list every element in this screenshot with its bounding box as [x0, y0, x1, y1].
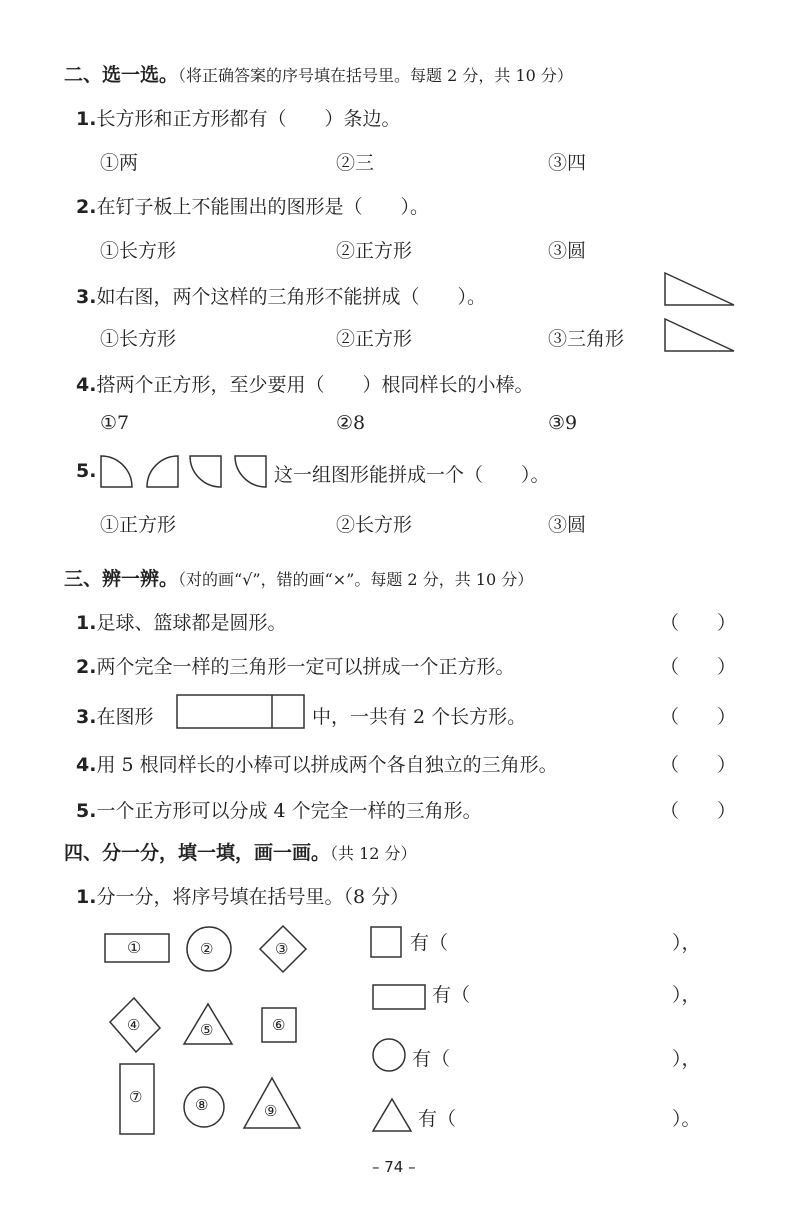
question-number: 1.: [76, 886, 97, 908]
question-1: [76, 104, 400, 131]
item-number: 5.: [76, 800, 97, 822]
option: ②三: [336, 152, 375, 174]
question-3: [76, 282, 486, 309]
item-text: 两个完全一样的三角形一定可以拼成一个正方形。: [96, 656, 515, 678]
option: ②长方形: [336, 514, 413, 536]
section3-note: （对的画“√”，错的画“×”。每题 2 分，共 10 分）: [178, 570, 534, 589]
answer-label: 有（: [432, 984, 471, 1006]
shape-label: ③: [275, 940, 289, 958]
option: ①长方形: [100, 328, 177, 350]
shape-label: ①: [127, 938, 142, 957]
option: ③四: [548, 152, 587, 174]
answer-paren[interactable]: （ ）: [660, 754, 737, 776]
square-icon: [370, 926, 404, 960]
answer-end: ）。: [672, 1108, 701, 1130]
answer-end: ），: [672, 1048, 701, 1070]
judge-item-5: [76, 796, 482, 823]
option: ③圆: [548, 240, 587, 262]
section2-title: 二、选一选。: [64, 64, 179, 86]
question-5-number: [76, 460, 96, 482]
shape-label: ②: [200, 940, 214, 958]
answer-label: 有（: [418, 1108, 457, 1130]
option: ①两: [100, 152, 139, 174]
option: ①长方形: [100, 240, 177, 262]
shape-label: ⑥: [272, 1016, 286, 1034]
judge-item-4: [76, 750, 558, 777]
answer-paren[interactable]: （ ）: [660, 800, 737, 822]
item-text: 在图形: [96, 706, 154, 728]
answer-end: ），: [672, 932, 701, 954]
question-text: 在钉子板上不能围出的图形是（ ）。: [96, 196, 429, 218]
answer-paren[interactable]: （ ）: [660, 656, 737, 678]
question-number: 3.: [76, 286, 97, 308]
option: ②正方形: [336, 328, 413, 350]
shape-label: ⑨: [264, 1102, 278, 1120]
answer-end: ），: [672, 984, 701, 1006]
option: ③9: [548, 412, 578, 434]
item-number: 2.: [76, 656, 97, 678]
option: ①正方形: [100, 514, 177, 536]
section4-title: 四、分一分，填一填，画一画。: [64, 842, 331, 864]
question-4: [76, 370, 533, 397]
option: ③圆: [548, 514, 587, 536]
judge-item-2: [76, 652, 514, 679]
section4-note: （共 12 分）: [330, 844, 417, 863]
right-triangle-figure: [664, 318, 736, 354]
question-text: 分一分，将序号填在括号里。（8 分）: [96, 886, 410, 908]
question-number: 5.: [76, 460, 97, 482]
circle-icon: [372, 1038, 408, 1074]
question-text: 搭两个正方形，至少要用（ ）根同样长的小棒。: [96, 374, 534, 396]
section3-header: [64, 564, 533, 591]
option: ②正方形: [336, 240, 413, 262]
question-number: 4.: [76, 374, 97, 396]
section2-note: （将正确答案的序号填在括号里。每题 2 分，共 10 分）: [178, 66, 573, 85]
question-number: 1.: [76, 108, 97, 130]
shape-label: ④: [127, 1016, 141, 1034]
rectangle-icon: [372, 984, 428, 1012]
item-text: 一个正方形可以分成 4 个完全一样的三角形。: [96, 800, 482, 822]
answer-label: 有（: [412, 1048, 451, 1070]
item-text: 足球、篮球都是圆形。: [96, 612, 287, 634]
item-text: 用 5 根同样长的小棒可以拼成两个各自独立的三角形。: [96, 754, 558, 776]
item-number: 1.: [76, 612, 97, 634]
shape-label: ⑧: [195, 1096, 209, 1114]
section4-header: [64, 838, 417, 865]
option: ②8: [336, 412, 366, 434]
page-number: – 74 –: [372, 1158, 416, 1176]
option: ①7: [100, 412, 130, 434]
answer-paren[interactable]: （ ）: [660, 612, 737, 634]
item-number: 4.: [76, 754, 97, 776]
triangle-icon: [372, 1098, 414, 1134]
section2-header: [64, 60, 573, 87]
quarter-circle-pieces: [100, 455, 270, 489]
answer-paren[interactable]: （ ）: [660, 706, 737, 728]
question-text: 长方形和正方形都有（ ）条边。: [96, 108, 401, 130]
section3-title: 三、辨一辨。: [64, 568, 179, 590]
question-number: 2.: [76, 196, 97, 218]
question-text: 如右图，两个这样的三角形不能拼成（ ）。: [96, 286, 486, 308]
question-5-text: 这一组图形能拼成一个（ ）。: [274, 464, 550, 486]
item-text: 中，一共有 2 个长方形。: [312, 706, 527, 728]
section4-question-1: [76, 882, 409, 909]
divided-rectangle-figure: [176, 694, 306, 730]
judge-item-1: [76, 608, 286, 635]
item-number: 3.: [76, 706, 97, 728]
answer-label: 有（: [410, 932, 449, 954]
shape-label: ⑤: [200, 1021, 214, 1039]
right-triangle-figure: [664, 272, 736, 308]
question-2: [76, 192, 429, 219]
shape-label: ⑦: [129, 1088, 143, 1106]
judge-item-3: [76, 702, 153, 729]
option: ③三角形: [548, 328, 625, 350]
